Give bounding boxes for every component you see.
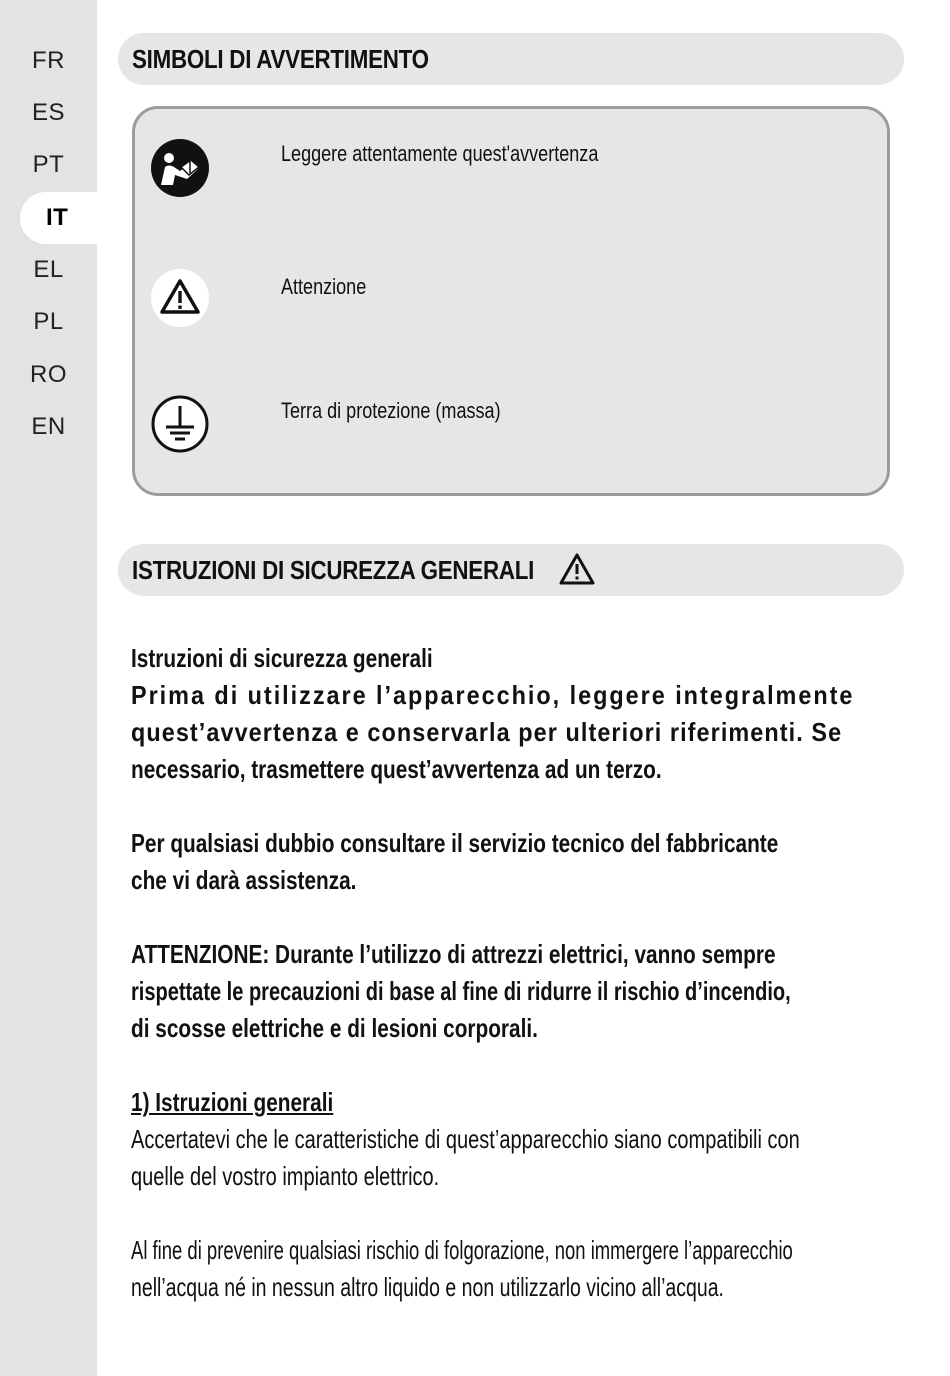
paragraph-line: rispettate le precauzioni di base al fine di ridurre il rischio d’incendio, <box>131 976 791 1006</box>
section-header-safety <box>118 544 904 596</box>
general-instructions-paragraph <box>131 1084 891 1195</box>
warning-triangle-icon <box>151 269 209 327</box>
lang-tab-it[interactable]: IT <box>20 192 97 244</box>
paragraph-line: nell’acqua né in nessun altro liquido e non utilizzarlo vicino all’acqua. <box>131 1272 724 1302</box>
protective-earth-icon <box>151 395 209 453</box>
paragraph-line: Prima di utilizzare l’apparecchio, leggere integralmente <box>131 680 855 710</box>
lang-tab-pl[interactable]: PL <box>33 308 64 335</box>
lang-tab-en[interactable]: EN <box>31 413 66 440</box>
paragraph-line: di scosse elettriche e di lesioni corporali. <box>131 1013 538 1043</box>
symbol-label: Leggere attentamente quest'avvertenza <box>281 141 599 166</box>
section-header-symbols <box>118 33 904 85</box>
lang-tab-fr[interactable]: FR <box>32 47 65 74</box>
attention-paragraph <box>131 936 891 1047</box>
symbol-row <box>135 395 887 465</box>
read-manual-icon <box>151 139 209 197</box>
symbol-label: Terra di protezione (massa) <box>281 398 501 423</box>
lang-tab-el[interactable]: EL <box>33 256 64 283</box>
paragraph-line: quelle del vostro impianto elettrico. <box>131 1161 440 1191</box>
paragraph-line: ATTENZIONE: Durante l’utilizzo di attrezzi elettrici, vanno sempre <box>131 939 776 969</box>
service-paragraph <box>131 825 891 899</box>
paragraph-line: Al fine di prevenire qualsiasi rischio di folgorazione, non immergere l’apparecchio <box>131 1235 793 1265</box>
subsection-heading: 1) Istruzioni generali <box>131 1087 334 1117</box>
symbol-row <box>135 269 887 339</box>
paragraph-line: Accertatevi che le caratteristiche di quest’apparecchio siano compatibili con <box>131 1124 800 1154</box>
language-sidebar <box>0 0 97 1376</box>
paragraph-line: che vi darà assistenza. <box>131 865 357 895</box>
paragraph-line: necessario, trasmettere quest’avvertenza ad un terzo. <box>131 754 662 784</box>
warning-symbols-box <box>132 106 890 496</box>
lang-tab-es[interactable]: ES <box>31 99 65 126</box>
paragraph-heading: Istruzioni di sicurezza generali <box>131 643 433 673</box>
symbol-label: Attenzione <box>281 274 367 299</box>
electrocution-paragraph <box>131 1232 891 1306</box>
paragraph-line: Per qualsiasi dubbio consultare il servizio tecnico del fabbricante <box>131 828 779 858</box>
symbol-row <box>135 139 887 209</box>
section-title: ISTRUZIONI DI SICUREZZA GENERALI <box>132 554 535 585</box>
warning-triangle-icon <box>558 552 596 586</box>
paragraph-line: quest’avvertenza e conservarla per ulteriori riferimenti. Se <box>131 717 843 747</box>
section-title: SIMBOLI DI AVVERTIMENTO <box>132 43 429 74</box>
lang-tab-ro[interactable]: RO <box>30 361 67 388</box>
safety-intro-paragraph <box>131 640 891 788</box>
lang-tab-pt[interactable]: PT <box>32 151 65 178</box>
